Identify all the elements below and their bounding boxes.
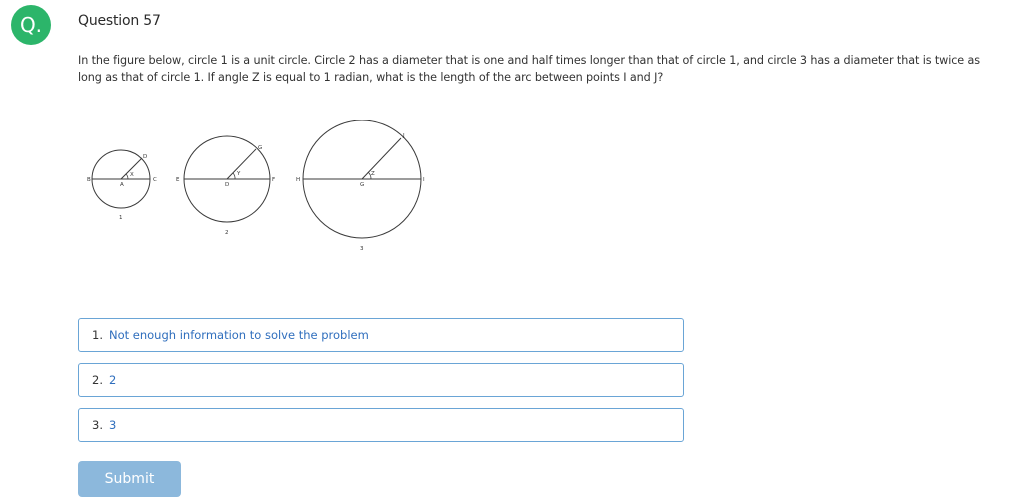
circle-1-angle-arc: [126, 174, 128, 179]
circle-2-angle-arc: [233, 173, 235, 179]
circle-3-group: [296, 120, 425, 252]
circle-2-number: 2: [225, 230, 229, 236]
question-badge: Q.: [11, 5, 51, 45]
answer-option-number: 1.: [92, 328, 103, 342]
answer-option-label: 3: [108, 418, 117, 432]
circle-2-label-right: F: [272, 177, 276, 183]
circle-3-label-angle: Z: [371, 171, 375, 177]
circle-1-label-left: B: [87, 177, 91, 183]
circle-3-label-center: G: [360, 182, 365, 188]
circle-3-number: 3: [360, 246, 364, 252]
circles-figure: [80, 120, 440, 260]
answer-option-number: 3.: [92, 418, 103, 432]
submit-button[interactable]: Submit: [78, 461, 181, 497]
answer-option-3[interactable]: [78, 408, 684, 442]
circle-2-group: [176, 136, 275, 236]
answer-option-1[interactable]: [78, 318, 684, 352]
circle-3-label-right: I: [423, 177, 425, 183]
circle-2-radius: [227, 149, 256, 179]
circle-3-label-left: H: [296, 177, 301, 183]
circle-1-group: [87, 150, 157, 221]
circle-3-radius: [362, 138, 401, 179]
circle-2-label-left: E: [176, 177, 180, 183]
circles-diagram: [80, 120, 440, 260]
circle-1-label-center: A: [120, 182, 124, 188]
circle-1-label-right: C: [153, 177, 157, 183]
circle-2-label-top: G: [258, 145, 263, 151]
circle-2-label-center: D: [225, 182, 230, 188]
circle-3-label-top: J: [403, 133, 405, 139]
question-title: Question 57: [78, 13, 161, 29]
circle-1-label-angle: X: [130, 172, 134, 178]
answer-option-label: 2: [108, 373, 117, 387]
answer-option-2[interactable]: [78, 363, 684, 397]
circle-1-label-top: D: [143, 154, 148, 160]
circle-2-label-angle: Y: [237, 171, 241, 177]
question-text: In the figure below, circle 1 is a unit circle. Circle 2 has a diameter that is one and half times longer than that of circle 1, and circle 3 has a diameter that is twice as long as that of circle 1. If angle Z is equal to 1 radian, what is the length of the arc between points I and J?: [78, 54, 981, 84]
answer-option-number: 2.: [92, 373, 103, 387]
circle-1-number: 1: [119, 215, 123, 221]
answer-option-label: Not enough information to solve the problem: [108, 328, 369, 342]
